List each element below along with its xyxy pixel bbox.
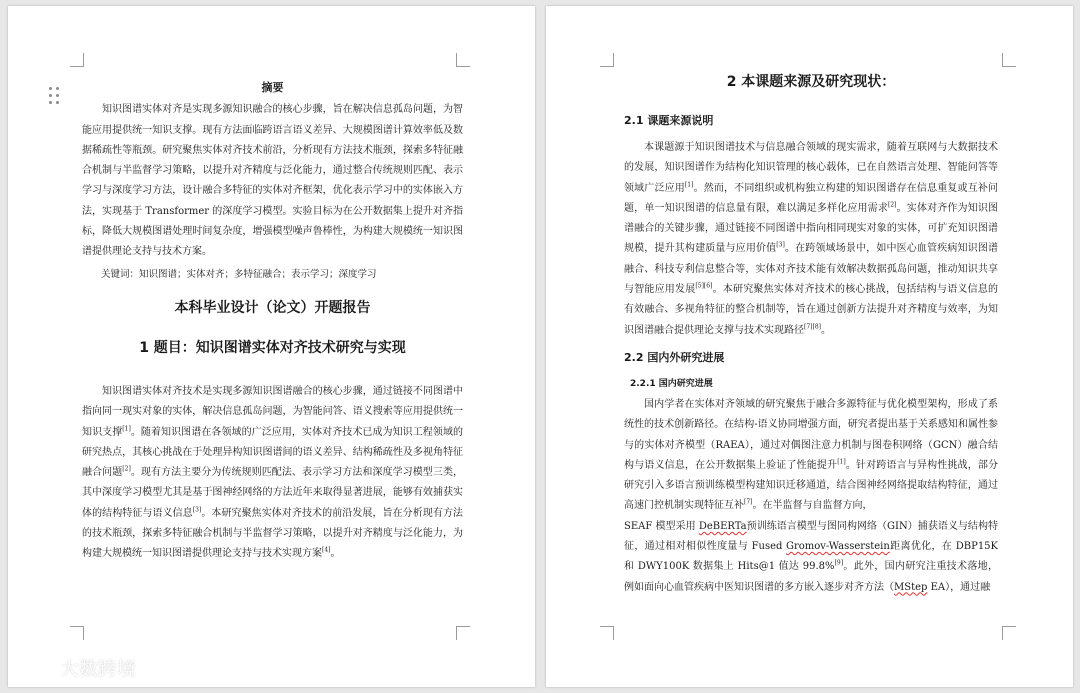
section-title-2-1: 2.1 课题来源说明 <box>624 114 714 127</box>
citation: [5][6] <box>695 282 713 290</box>
left-page-content <box>82 78 463 565</box>
watermark-text: 大数跨境 <box>60 658 137 680</box>
crop-mark-bottom-right <box>456 626 470 640</box>
section-2-1-paragraph[interactable]: 本课题源于知识图谱技术与信息融合领域的现实需求，随着互联网与大数据技术的发展，知识图谱作为结构化知识管理的核心载体，已在自然语言处理、智能问答等领域广泛应用[1]。然而，不同组织或机构独立构建的知识图谱存在信息重复或互补问题，单一知识图谱的信息量有限，难以满足多样化应用需求[2]。实体对齐作为知识图谱融合的关键步骤，通过链接不同图谱中指向相同现实对象的实体，可扩充知识图谱规模，提升其构建质量与应用价值[3]。在跨领域场景中，如中医心血管疾病知识图谱融合、科技专利信息整合等，实体对齐技术能有效解决数据孤岛问题，推动知识共享与智能应用发展[5][6]。本研究聚焦实体对齐技术的核心挑战，包括结构与语义信息的有效融合、多视角特征的整合机制等，旨在通过创新方法提升对齐精度与效率，为知识图谱融合提供理论支撑与技术实现路径[7][8]。 <box>624 142 999 336</box>
citation: [1] <box>684 181 694 189</box>
spellcheck-term[interactable]: DeBERTa <box>698 520 747 532</box>
watermark <box>12 654 136 681</box>
crop-mark-top-left <box>600 53 614 67</box>
crop-mark-bottom-right <box>1002 626 1016 640</box>
crop-mark-bottom-left <box>600 626 614 640</box>
spellcheck-term[interactable]: MStep <box>894 581 928 593</box>
section-title-2-2: 2.2 国内外研究进展 <box>624 350 725 364</box>
drag-handle-icon[interactable] <box>48 86 62 106</box>
citation: [2] <box>887 201 897 209</box>
citation: [9] <box>834 560 844 568</box>
citation: [1] <box>837 458 846 466</box>
citation: [7][8] <box>804 323 821 331</box>
subsection-title-2-2-1: 2.2.1 国内研究进展 <box>630 378 713 389</box>
crop-mark-top-right <box>456 53 470 67</box>
document-page-right <box>546 6 1073 687</box>
right-page-content <box>624 70 998 598</box>
spellcheck-term[interactable]: Gromov-Wasserstein <box>785 541 890 553</box>
document-page-left <box>8 6 535 687</box>
chapter-title: 2 本课题来源及研究现状： <box>726 74 896 90</box>
crop-mark-bottom-left <box>70 626 84 640</box>
seaf-paragraph[interactable]: SEAF 模型采用 DeBERTa预训练语言模型与图同构网络（GIN）捕获语义与结构特征，通过相对相似性度量与 Fused Gromov-Wasserstein距离优化，在 DBP15K 和 DWY100K 数据集上 Hits@1 值达 99.8%[9]。此外，国内研究注重技术落地，例如面向心血管疾病中医知识图谱的多方嵌入逐步对齐方法（MStep EA），通过融 <box>624 520 999 593</box>
abstract-keywords[interactable]: 关键词：知识图谱；实体对齐；多特征融合；表示学习；深度学习 <box>101 268 377 280</box>
section-2-2-1-paragraph[interactable]: 国内学者在实体对齐领域的研究聚焦于融合多源特征与优化模型架构，形成了系统性的技术创新路径。在结构-语义协同增强方面，研究者提出基于关系感知和属性参与的实体对齐模型（RAEA），通过对偶图注意力机制与图卷积网络（GCN）融合结构与语义信息，在公开数据集上验证了性能提升[1]。针对跨语言与异构性挑战，部分研究引入多语言预训练模型构建知识迁移通道，结合图神经网络提取结构特征，通过高速门控机制实现特征互补[7]。在半监督与自监督方向， <box>624 398 999 512</box>
topic-title: 1 题目：知识图谱实体对齐技术研究与实现 <box>139 339 406 356</box>
intro-paragraph[interactable]: 知识图谱实体对齐技术是实现多源知识图谱融合的核心步骤，通过链接不同图谱中指向同一现实对象的实体，解决信息孤岛问题，为智能问答、语义搜索等应用提供统一知识支撑[1]。随着知识图谱在各领域的广泛应用，实体对齐技术已成为知识工程领域的研究热点，其核心挑战在于处理异构知识图谱间的语义差异、结构稀疏性及多视角特征融合问题[2]。现有方法主要分为传统规则匹配法、表示学习方法和深度学习模型三类，其中深度学习模型尤其是基于图神经网络的方法近年来取得显著进展，能够有效捕获实体的结构特征与语义信息[3]。本研究聚焦实体对齐技术的前沿发展，旨在分析现有方法的技术瓶颈，探索多特征融合机制与半监督学习策略，以提升对齐精度与泛化能力，为构建大规模统一知识图谱提供理论支持与技术实现方案[4]。 <box>82 385 464 560</box>
report-title: 本科毕业设计（论文）开题报告 <box>174 299 371 316</box>
citation: [3] <box>776 242 785 250</box>
abstract-body[interactable]: 知识图谱实体对齐是实现多源知识融合的核心步骤，旨在解决信息孤岛问题，为智能应用提供统一知识支撑。现有方法面临跨语言语义差异、大规模图谱计算效率低及数据稀疏性等瓶颈。研究聚焦实体对齐技术前沿，分析现有方法技术瓶颈，探索多特征融合机制与半监督学习策略，以提升对齐精度与泛化能力，通过整合传统规则匹配、表示学习与深度学习方法，设计融合多特征的实体对齐框架，优化表示学习中的实体嵌入方法，实现基于 Transformer 的深度学习模型。实验目标为在公开数据集上提升对齐指标，降低大规模图谱处理时间复杂度，增强模型噪声鲁棒性，为构建大规模统一知识图谱提供理论支持与技术方案。 <box>82 104 463 258</box>
citation: [4] <box>322 547 331 555</box>
crop-mark-top-right <box>1002 53 1016 67</box>
citation: [1] <box>122 425 131 433</box>
abstract-title: 摘要 <box>261 81 284 94</box>
watermark-logo-icon <box>12 655 54 681</box>
citation: [2] <box>122 465 131 473</box>
citation: [3] <box>192 506 202 514</box>
citation: [7] <box>744 499 753 507</box>
crop-mark-top-left <box>70 53 84 67</box>
